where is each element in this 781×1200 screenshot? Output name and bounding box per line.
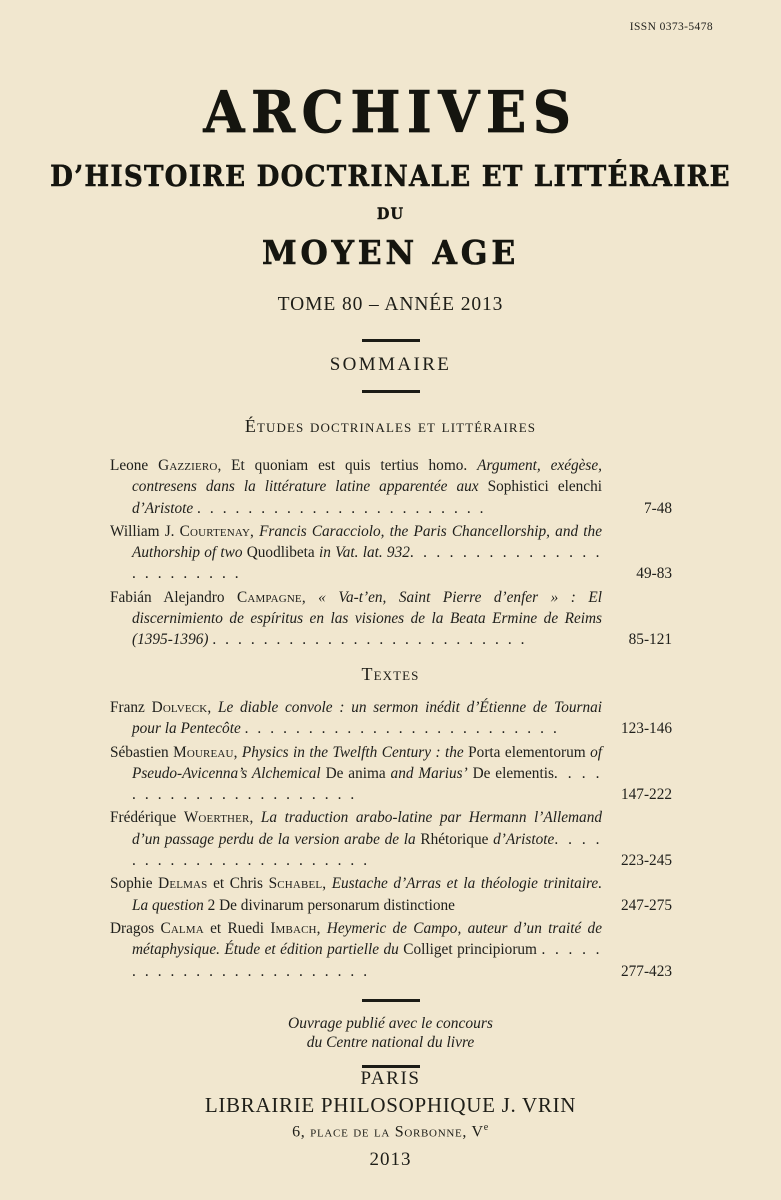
- toc-entry[interactable]: [110, 807, 672, 871]
- tome-year-line: TOME 80 – ANNÉE 2013: [277, 293, 504, 315]
- imprint-city: PARIS: [360, 1068, 421, 1089]
- toc-entry-pages: 277-423: [621, 962, 672, 980]
- toc-entry-author-last: Woerther: [183, 809, 250, 827]
- rule-above-sommaire: [362, 339, 420, 342]
- toc-entry-author-last: Dolveck: [151, 699, 208, 716]
- toc-entry-pages: 223-245: [621, 852, 672, 870]
- toc-entry[interactable]: [110, 918, 672, 982]
- journal-period: MOYEN AGE: [261, 232, 520, 272]
- rule-below-sommaire: [362, 390, 420, 393]
- toc-entry-author-first: Frédérique: [110, 809, 177, 827]
- toc-list-textes: [110, 697, 672, 984]
- journal-subtitle: D’HISTOIRE DOCTRINALE ET LITTÉRAIRE: [50, 159, 731, 193]
- toc-entry-conjunction: et: [213, 875, 225, 893]
- toc-entry-author-last: Calma: [160, 919, 204, 937]
- toc-entry-text: William J. Courtenay, Francis Caracciolo, the Paris Chancellorship, and the Authorship of two Quodlibeta in Vat. lat. 932. . . . . . . . . . . . . . . . . . . . . . . .: [110, 522, 603, 583]
- toc-entry-author-first: Sébastien: [110, 743, 169, 761]
- imprint-publisher: LIBRAIRIE PHILOSOPHIQUE J. VRIN: [204, 1093, 577, 1117]
- section-heading-etudes: Études doctrinales et littéraires: [244, 416, 537, 436]
- toc-entry[interactable]: [110, 873, 672, 916]
- grant-note: [0, 999, 781, 1068]
- toc-entry-author-last: Gazziero: [158, 457, 218, 474]
- toc-entry-pages: 7-48: [643, 499, 672, 517]
- toc-entry-author-last: Delmas: [158, 875, 208, 893]
- toc-entry-author-first: Leone: [110, 457, 149, 474]
- toc-entry[interactable]: [110, 742, 672, 806]
- toc-entry-author-first: Sophie: [110, 875, 153, 893]
- imprint-address-number: 6,: [292, 1123, 306, 1141]
- toc-entry-author2-first: Ruedi: [227, 919, 265, 937]
- toc-entry-text: Dragos Calma et Ruedi Imbach, Heymeric de Campo, auteur d’un traité de métaphysique. Étude et édition partielle du Colliget principiorum . . . . . . . . . . . . . . . . . . . . . . . .: [110, 919, 603, 980]
- toc-entry-text: Franz Dolveck, Le diable convole : un sermon inédit d’Étienne de Tournai pour la Pentecôte . . . . . . . . . . . . . . . . . . . . . . . . .: [110, 699, 603, 738]
- toc-entry-text: Leone Gazziero, Et quoniam est quis tertius homo. Argument, exégèse, contresens dans la littérature latine apparentée aux Sophistici elenchi d’Aristote . . . . . . . . . . . . . . . . . . . . . . .: [110, 457, 602, 517]
- grant-line-1: Ouvrage publié avec le concours: [288, 1015, 493, 1032]
- toc-entry-author-first: Fabián Alejandro: [110, 588, 225, 606]
- toc-entry-pages: 147-222: [621, 786, 672, 804]
- imprint-address-ordinal: e: [483, 1122, 489, 1133]
- toc-entry-text: Sophie Delmas et Chris Schabel, Eustache d’Arras et la théologie trinitaire. La question 2 De divinarum personarum distinctione: [110, 875, 603, 914]
- toc-entry-text: Sébastien Moureau, Physics in the Twelfth Century : the Porta elementorum of Pseudo-Avicenna’s Alchemical De anima and Marius’ De elementis. . . . . . . . . . . . . . . . . . . . . .: [110, 743, 603, 804]
- toc-entry-text: Frédérique Woerther, La traduction arabo-latine par Hermann l’Allemand d’un passage perdu de la version arabe de la Rhétorique d’Aristote. . . . . . . . . . . . . . . . . . . . . . .: [110, 809, 602, 870]
- toc-entry-text: Fabián Alejandro Campagne, « Va-t’en, Saint Pierre d’enfer » : El discernimiento de espíritus en las visiones de la Beata Ermine de Reims (1395-1396) . . . . . . . . . . . . . . . . . . . . . . . . .: [110, 588, 602, 649]
- toc-entry-author-first: Dragos: [110, 919, 155, 937]
- imprint-address: [0, 1122, 781, 1141]
- toc-entry-pages: 123-146: [621, 720, 672, 738]
- toc-entry-pages: 85-121: [628, 631, 672, 649]
- toc-entry-author-first: Franz: [110, 699, 145, 716]
- section-heading-textes: Textes: [361, 664, 420, 684]
- toc-entry-conjunction: et: [210, 919, 222, 937]
- toc-entry-author-last: Courtenay: [179, 522, 251, 540]
- toc-entry-author-last: Campagne: [237, 588, 302, 606]
- imprint-address-street: place de la Sorbonne, V: [310, 1123, 484, 1141]
- toc-entry-author-last: Moureau: [173, 743, 234, 761]
- toc-entry-pages: 247-275: [621, 896, 672, 914]
- sommaire-heading: SOMMAIRE: [329, 353, 452, 375]
- rule-above-grant: [362, 999, 420, 1002]
- toc-entry-author2-last: Imbach: [270, 919, 317, 937]
- toc-entry-pages: 49-83: [636, 565, 672, 583]
- toc-entry-author2-first: Chris: [229, 875, 263, 893]
- journal-title: ARCHIVES: [203, 79, 578, 146]
- masthead: [0, 79, 781, 393]
- toc-list-etudes: [110, 455, 672, 653]
- issn-label: ISSN 0373-5478: [629, 21, 713, 33]
- imprint-block: [0, 1068, 781, 1171]
- journal-du-word: DU: [376, 203, 405, 223]
- toc-entry[interactable]: [110, 455, 672, 519]
- toc-entry-author2-last: Schabel: [268, 875, 323, 893]
- imprint-year: 2013: [369, 1149, 412, 1171]
- toc-entry[interactable]: [110, 697, 672, 740]
- grant-line-2: du Centre national du livre: [306, 1034, 475, 1051]
- toc-entry[interactable]: [110, 521, 672, 585]
- toc-entry-author-first: William J.: [110, 522, 175, 540]
- toc-entry[interactable]: [110, 587, 672, 651]
